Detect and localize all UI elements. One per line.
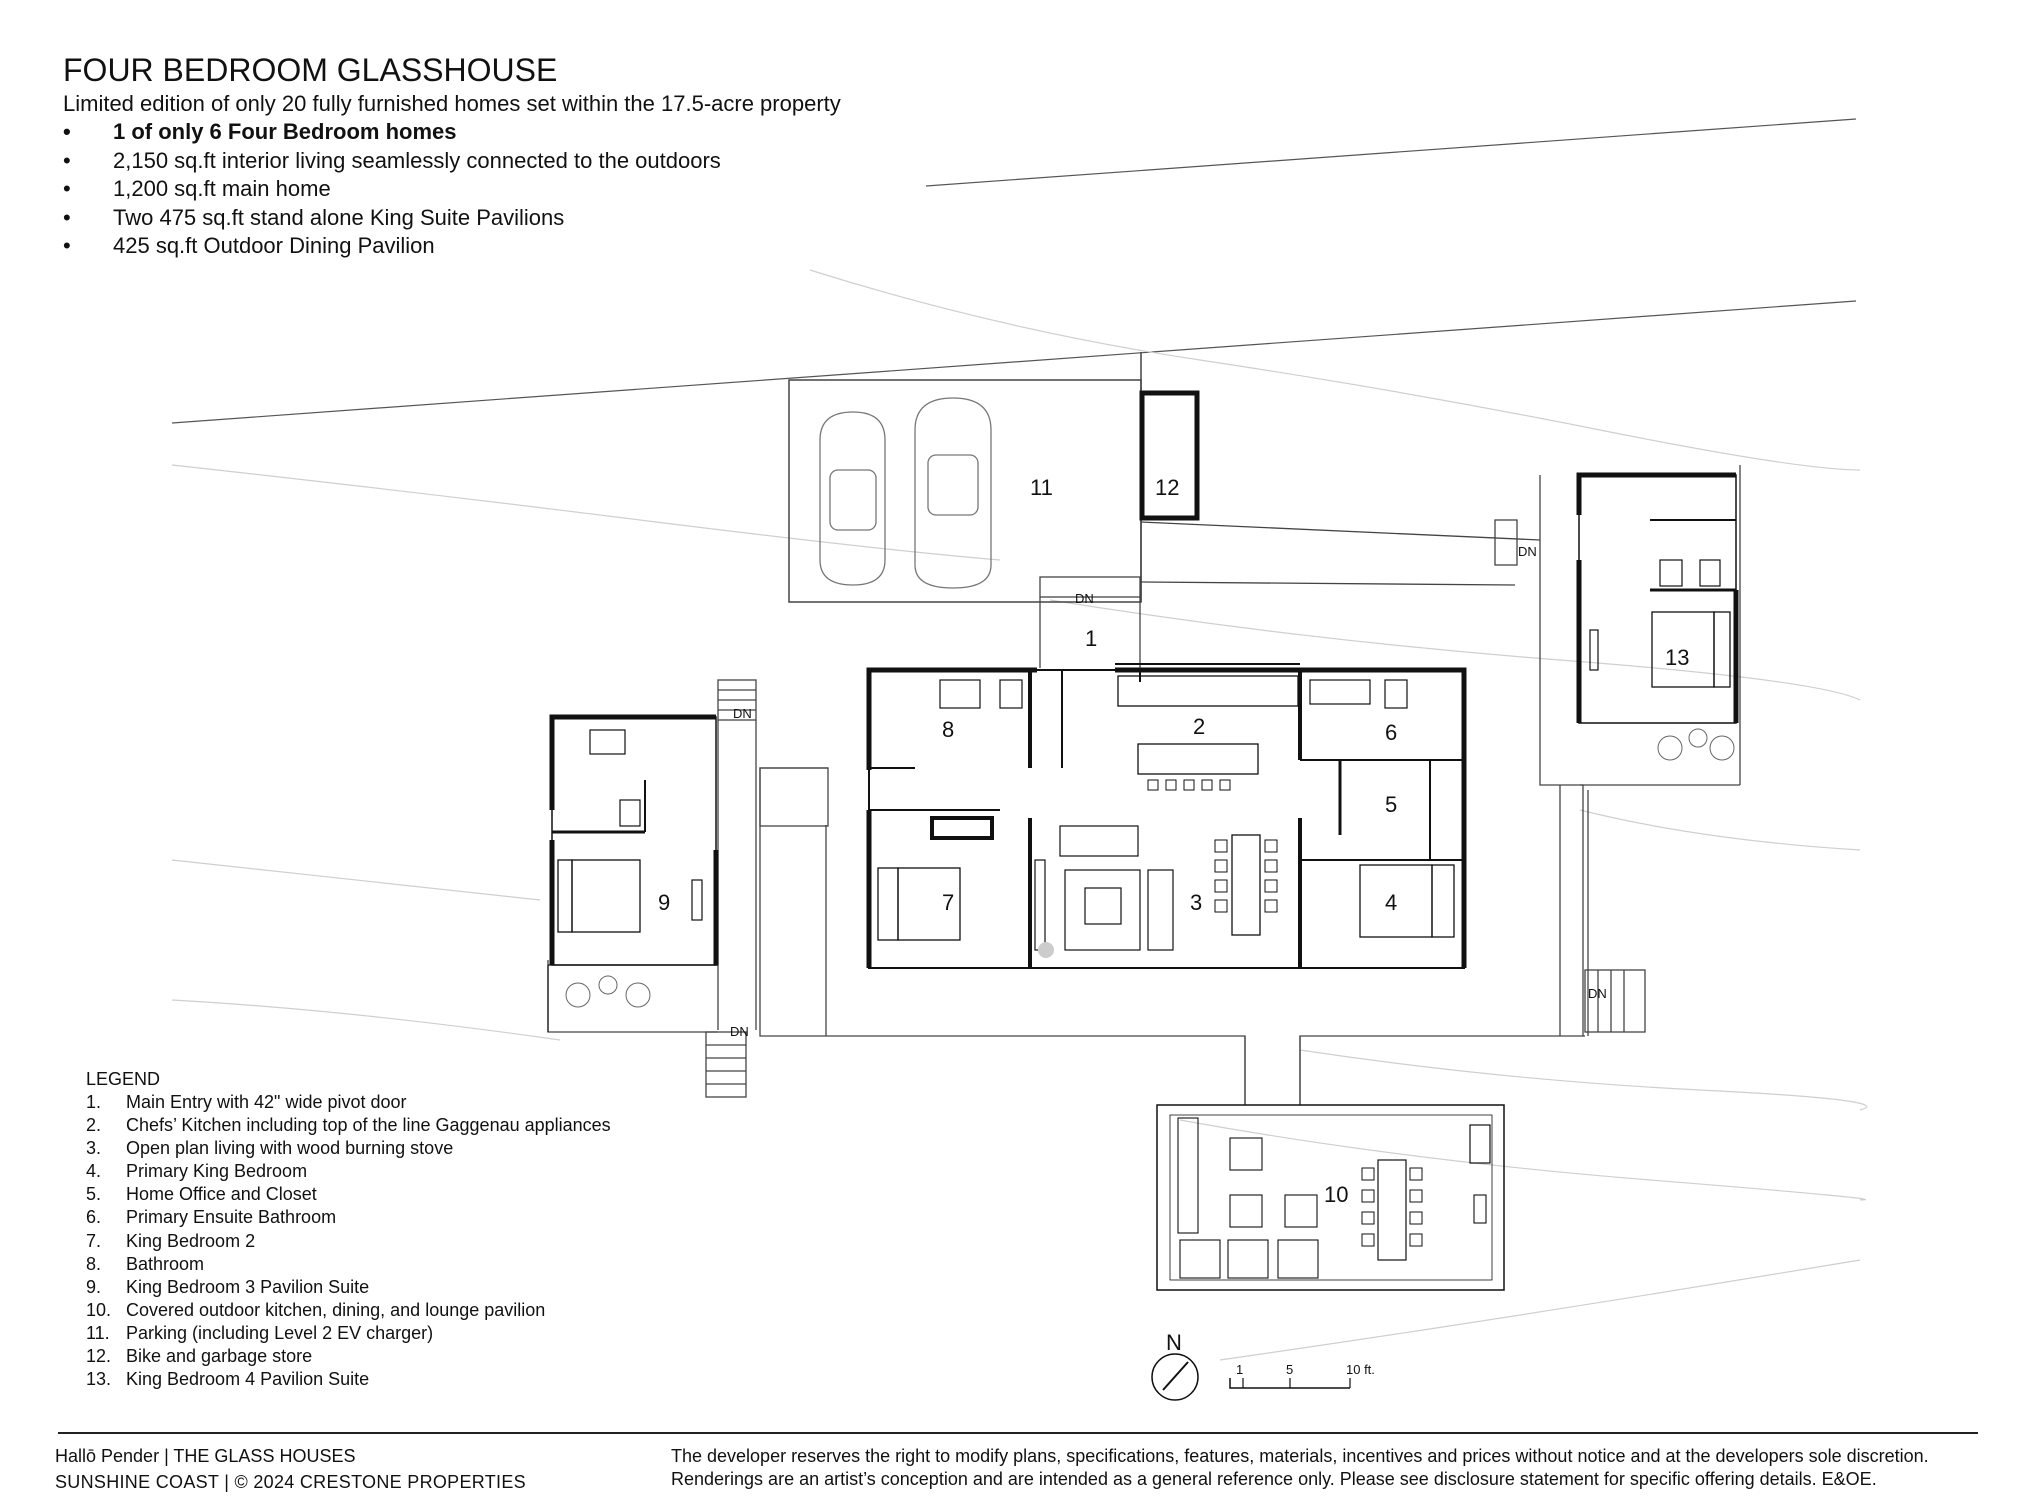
- room-number: 6: [1385, 720, 1398, 745]
- legend-item: 5. Home Office and Closet: [86, 1184, 317, 1205]
- dn-mark: DN: [730, 1024, 749, 1039]
- legend-item: 11. Parking (including Level 2 EV charger): [86, 1322, 434, 1343]
- legend-item: 12. Bike and garbage store: [86, 1346, 313, 1367]
- room-number: 9: [658, 890, 671, 915]
- room-number: 13: [1665, 645, 1690, 670]
- scale-bar: [1230, 1362, 1375, 1388]
- page-title: FOUR BEDROOM GLASSHOUSE: [63, 52, 558, 88]
- walkways: [548, 465, 1740, 1105]
- legend-item: 10. Covered outdoor kitchen, dining, and lounge pavilion: [86, 1299, 546, 1320]
- room-number: 11: [1030, 475, 1053, 500]
- north-compass-icon: [1152, 1330, 1198, 1400]
- scale-label: 5: [1286, 1362, 1294, 1377]
- car-icon: [820, 398, 991, 588]
- room-number: 2: [1193, 714, 1206, 739]
- feature-item: • 2,150 sq.ft interior living seamlessly connected to the outdoors: [63, 147, 721, 176]
- legend-heading: LEGEND: [86, 1069, 161, 1089]
- dn-mark: DN: [733, 706, 752, 721]
- dn-mark: DN: [1588, 986, 1607, 1001]
- pavilion-13: [1579, 475, 1736, 760]
- legend-item: 3. Open plan living with wood burning stove: [86, 1138, 454, 1159]
- legend-item: 1. Main Entry with 42" wide pivot door: [86, 1092, 407, 1112]
- feature-item: • 1 of only 6 Four Bedroom homes: [63, 118, 721, 147]
- room-numbers: [658, 475, 1689, 1207]
- legend-item: 9. King Bedroom 3 Pavilion Suite: [86, 1276, 370, 1297]
- main-house: [869, 664, 1464, 968]
- feature-item: • 1,200 sq.ft main home: [63, 175, 721, 204]
- svg-text:N: N: [1166, 1330, 1182, 1355]
- room-number: 5: [1385, 792, 1398, 817]
- legend-item: 2. Chefs’ Kitchen including top of the line Gaggenau appliances: [86, 1115, 611, 1136]
- legend-list: [86, 1091, 611, 1391]
- room-number: 12: [1155, 475, 1180, 500]
- legend-item: 4. Primary King Bedroom: [86, 1161, 308, 1182]
- room-number: 1: [1085, 626, 1098, 651]
- footer-project: Hallō Pender | THE GLASS HOUSES: [55, 1446, 356, 1466]
- footer-divider: [58, 1432, 1978, 1434]
- legend-item: 6. Primary Ensuite Bathroom: [86, 1207, 337, 1228]
- dn-mark: DN: [1518, 544, 1537, 559]
- scale-label: 10 ft.: [1346, 1362, 1375, 1377]
- room-number: 10: [1324, 1182, 1349, 1207]
- parking-area: [789, 352, 1141, 602]
- room-number: 7: [942, 890, 955, 915]
- pavilion-9: [548, 717, 718, 1032]
- room-number: 4: [1385, 890, 1398, 915]
- legend-item: 8. Bathroom: [86, 1253, 205, 1274]
- page-subtitle: Limited edition of only 20 fully furnished homes set within the 17.5-acre property: [63, 91, 841, 116]
- feature-item: • 425 sq.ft Outdoor Dining Pavilion: [63, 232, 721, 261]
- feature-item: • Two 475 sq.ft stand alone King Suite Pavilions: [63, 204, 721, 233]
- footer-disclaimer-2: Renderings are an artist’s conception and are intended as a general reference only. Please see disclosure statement for specific offering details. E&OE.: [671, 1469, 1877, 1489]
- room-number: 3: [1190, 890, 1203, 915]
- footer-disclaimer-1: The developer reserves the right to modify plans, specifications, features, materials, incentives and prices without notice and at the developers sole discretion.: [671, 1446, 1929, 1466]
- room-number: 8: [942, 717, 955, 742]
- footer-copyright: SUNSHINE COAST | © 2024 CRESTONE PROPERTIES: [55, 1472, 526, 1492]
- dn-mark: DN: [1075, 591, 1094, 606]
- legend-item: 7. King Bedroom 2: [86, 1230, 256, 1251]
- legend-item: 13. King Bedroom 4 Pavilion Suite: [86, 1369, 370, 1390]
- scale-label: 1: [1236, 1362, 1244, 1377]
- legend: [86, 1068, 611, 1391]
